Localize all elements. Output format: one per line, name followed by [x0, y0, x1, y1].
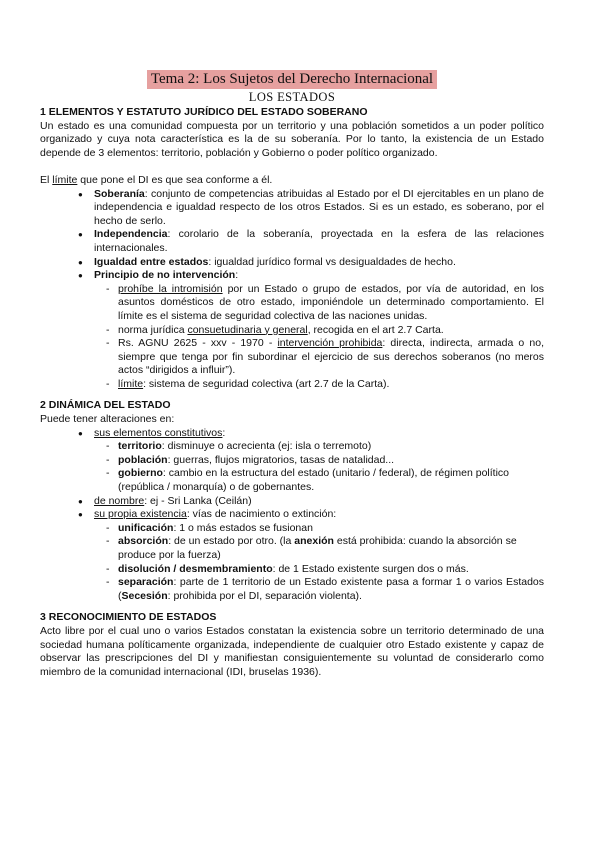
- sub-list: [94, 283, 544, 392]
- list-item-term: gobierno: [118, 467, 163, 480]
- sub-list-item: [94, 522, 544, 536]
- text-run: :: [222, 426, 226, 439]
- section-1-heading: 1 ELEMENTOS Y ESTATUTO JURÍDICO DEL ESTADO SOBERANO: [40, 106, 368, 118]
- list-item: [40, 269, 544, 391]
- section-3-text: Acto libre por el cual uno o varios Estados constatan la existencia sobre un territorio determinado de una sociedad humana políticamente organizada, independiente de cualquier otro Estado existente y capaz de observar las prescripciones del DI y manifiestan consiguientemente su voluntad de considerarlo como miembro de la comunidad internacional (IDI, bruselas 1936).: [40, 624, 544, 678]
- sub-list-item: [94, 576, 544, 603]
- list-item-term: absorción: [118, 535, 169, 548]
- sub-list-item: [94, 440, 544, 454]
- page-title: Tema 2: Los Sujetos del Derecho Internacional: [147, 70, 437, 89]
- section-3-heading: 3 RECONOCIMIENTO DE ESTADOS: [40, 611, 217, 624]
- text-run: : vías de nacimiento o extinción:: [186, 508, 337, 521]
- list-item-term: territorio: [118, 440, 162, 453]
- list-item-term: Soberanía: [94, 187, 145, 200]
- list-item-text: : prohibida por el DI, separación violenta).: [167, 589, 362, 602]
- list-item: [40, 228, 544, 255]
- text-run: El: [40, 173, 53, 186]
- section-1-list: [40, 188, 544, 392]
- list-item-text: está prohibida: cuando la absorción se produce por la fuerza): [118, 535, 517, 561]
- text-run: : ej - Sri Lanka (Ceilán): [144, 494, 252, 507]
- text-run: norma jurídica: [118, 323, 188, 336]
- sub-list-item: [94, 378, 544, 392]
- spacer: [40, 160, 544, 174]
- text-run-underlined: consuetudinaria y general: [187, 323, 308, 336]
- list-item: [40, 495, 544, 509]
- list-item: [40, 256, 544, 270]
- sub-list-item: [94, 324, 544, 338]
- text-run: Rs. AGNU 2625 - xxv - 1970 -: [118, 337, 278, 350]
- sub-list-item: [94, 467, 544, 494]
- sub-list-item: [94, 535, 544, 562]
- list-item-text: : parte de 1 territorio de un Estado existente pasa a formar 1 o varios Estados (: [118, 576, 544, 602]
- list-item-text: : corolario de la soberanía, proyectada en la esfera de las relaciones internacionales.: [94, 228, 544, 254]
- list-item: [40, 427, 544, 495]
- document-page: [40, 70, 544, 679]
- text-run-underlined: su propia existencia: [94, 508, 187, 521]
- list-item-text: : 1 o más estados se fusionan: [173, 521, 313, 534]
- sub-list-item: [94, 563, 544, 577]
- list-item-text: : de un estado por otro. (la: [168, 535, 295, 548]
- list-item-term: Principio de no intervención: [94, 269, 236, 282]
- list-item: [40, 188, 544, 229]
- list-item-term: disolución / desmembramiento: [118, 562, 273, 575]
- list-item-text: : disminuye o acrecienta (ej: isla o terremoto): [161, 440, 372, 453]
- page-subtitle: LOS ESTADOS: [248, 90, 336, 104]
- section-2-list: [40, 427, 544, 604]
- text-run: : directa, indirecta, armada o no, siempre que tenga por fin subordinar el ejercicio de sus derechos soberanos (no meros actos “dirigidos a influir”).: [118, 337, 544, 377]
- list-item-term: Igualdad entre estados: [94, 255, 209, 268]
- list-item-text: : de 1 Estado existente surgen dos o más.: [272, 562, 469, 575]
- sub-list-item: [94, 283, 544, 324]
- list-item-term: unificación: [118, 521, 174, 534]
- list-item-text: :: [235, 269, 239, 282]
- list-item-text: : cambio en la estructura del estado (unitario / federal), de régimen político (república / monarquía) o de gobernantes.: [118, 467, 510, 494]
- sub-list: [94, 522, 544, 604]
- list-item-text: : guerras, flujos migratorios, tasas de natalidad...: [167, 453, 395, 466]
- text-run-underlined: prohíbe la intromisión: [118, 282, 223, 295]
- text-run-underlined: intervención prohibida: [277, 337, 383, 350]
- section-1-limit: [40, 174, 544, 188]
- list-item-term: Independencia: [94, 228, 168, 241]
- section-2-intro: Puede tener alteraciones en:: [40, 413, 175, 426]
- text-run: por un Estado o grupo de estados, por vía de autoridad, en los asuntos domésticos de otro estado, imponiéndole un determinado comportamiento. El límite es el sistema de seguridad colectiva de las naciones unidas.: [118, 282, 544, 322]
- spacer: [40, 603, 544, 611]
- text-run: : sistema de seguridad colectiva (art 2.7 de la Carta).: [143, 377, 390, 390]
- list-item-text: : igualdad jurídico formal vs desigualdades de hecho.: [208, 255, 456, 268]
- sub-list-item: [94, 454, 544, 468]
- sub-list: [94, 440, 544, 494]
- sub-list-item: [94, 337, 544, 378]
- list-item: [40, 508, 544, 603]
- text-run-underlined: límite: [52, 173, 78, 186]
- list-item-term: Secesión: [121, 589, 168, 602]
- text-run-underlined: límite: [118, 377, 144, 390]
- list-item-text: : conjunto de competencias atribuidas al Estado por el DI ejercitables en un plano de independencia e igualdad respecto de los otros Estados. Si es un estado, es soberano, por el hecho de serlo.: [94, 187, 544, 227]
- list-item-term: población: [118, 453, 168, 466]
- list-item-term: anexión: [294, 535, 334, 548]
- text-run-underlined: sus elementos constitutivos: [94, 426, 223, 439]
- text-run: , recogida en el art 2.7 Carta.: [307, 323, 444, 336]
- section-1-intro: Un estado es una comunidad compuesta por un territorio y una población sometidos a un poder político organizado y cuya nota característica es la de su soberanía. Por lo tanto, la existencia de un Estado depende de 3 elementos: territorio, población y Gobierno o poder político organizado.: [40, 119, 544, 159]
- title-wrap: [40, 70, 544, 89]
- text-run: que pone el DI es que sea conforme a él.: [77, 173, 273, 186]
- section-2-heading: 2 DINÁMICA DEL ESTADO: [40, 399, 171, 412]
- list-item-term: separación: [118, 576, 174, 589]
- text-run-underlined: de nombre: [94, 494, 145, 507]
